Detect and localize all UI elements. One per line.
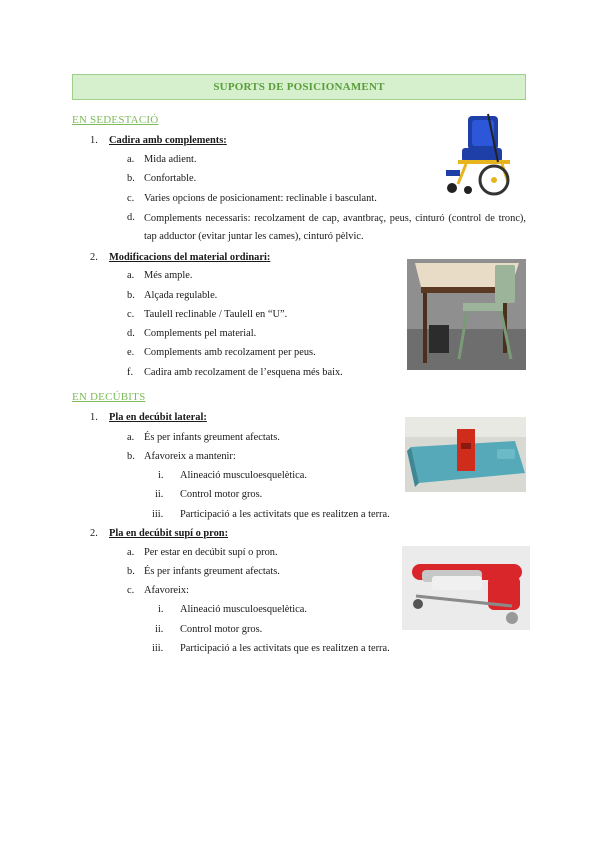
list-number: 1.: [90, 412, 98, 423]
list-marker: i.: [158, 470, 164, 481]
list-item: És per infants greument afectats.: [144, 432, 280, 443]
desk-chair-icon: [407, 259, 526, 370]
list-marker: i.: [158, 604, 164, 615]
list-marker: a.: [127, 547, 135, 558]
group-title: Pla en decúbit lateral:: [109, 412, 207, 423]
list-marker: a.: [127, 154, 135, 165]
section-heading-sedestacio: EN SEDESTACIÓ: [72, 114, 159, 126]
group-title: Pla en decúbit supí o pron:: [109, 528, 229, 539]
list-item: Més ample.: [144, 270, 193, 281]
list-marker: d.: [127, 212, 135, 223]
list-marker: b.: [127, 290, 135, 301]
list-marker: ii.: [155, 624, 164, 635]
list-number: 2.: [90, 252, 98, 263]
prone-positioner-icon: [402, 546, 530, 630]
list-marker: e.: [127, 347, 135, 358]
section-heading-decubits: EN DECÚBITS: [72, 391, 146, 403]
list-marker: a.: [127, 432, 135, 443]
list-marker: c.: [127, 193, 135, 204]
list-item: Mida adient.: [144, 154, 197, 165]
list-marker: ii.: [155, 489, 164, 500]
page-title: SUPORTS DE POSICIONAMENT: [72, 74, 526, 100]
list-item: Alçada regulable.: [144, 290, 218, 301]
list-item: Participació a les activitats que es realitzen a terra.: [180, 643, 390, 654]
desk-chair-photo: [407, 259, 526, 370]
list-marker: a.: [127, 270, 135, 281]
list-item: Afavoreix:: [144, 585, 190, 596]
list-item: Control motor gros.: [180, 624, 263, 635]
list-item: Participació a les activitats que es realitzen a terra.: [180, 509, 390, 520]
list-item: Taulell reclinable / Taulell en “U”.: [144, 309, 288, 320]
list-item: Complements necessaris: recolzament de cap, avantbraç, peus, cinturó (control de tronc), tap adductor (evitar juntar les cames), cinturó pèlvic.: [144, 213, 526, 242]
wheelchair-icon: [428, 108, 528, 200]
list-item: Per estar en decúbit supí o pron.: [144, 547, 278, 558]
list-item: Confortable.: [144, 173, 197, 184]
list-marker: f.: [127, 367, 134, 378]
list-marker: b.: [127, 451, 135, 462]
group-title: Cadira amb complements:: [109, 135, 227, 146]
list-item: Complements pel material.: [144, 328, 257, 339]
list-number: 1.: [90, 135, 98, 146]
lateral-positioner-photo: [405, 417, 526, 492]
list-number: 2.: [90, 528, 98, 539]
list-item: Afavoreix a mantenir:: [144, 451, 236, 462]
list-marker: b.: [127, 173, 135, 184]
wheelchair-photo: [428, 108, 528, 200]
prone-positioner-photo: [402, 546, 530, 630]
list-marker: iii.: [152, 643, 164, 654]
group-title: Modificacions del material ordinari:: [109, 252, 271, 263]
list-marker: c.: [127, 585, 135, 596]
list-item: Control motor gros.: [180, 489, 263, 500]
list-marker: iii.: [152, 509, 164, 520]
list-item: Varies opcions de posicionament: reclinable i basculant.: [144, 193, 377, 204]
list-marker: b.: [127, 566, 135, 577]
list-item: Cadira amb recolzament de l’esquena més baix.: [144, 367, 343, 378]
list-item: Alineació musculoesquelètica.: [180, 604, 307, 615]
list-item: Complements amb recolzament per peus.: [144, 347, 316, 358]
list-marker: c.: [127, 309, 135, 320]
lateral-positioner-icon: [405, 417, 526, 492]
list-marker: d.: [127, 328, 135, 339]
list-item: És per infants greument afectats.: [144, 566, 280, 577]
list-item: Alineació musculoesquelètica.: [180, 470, 307, 481]
